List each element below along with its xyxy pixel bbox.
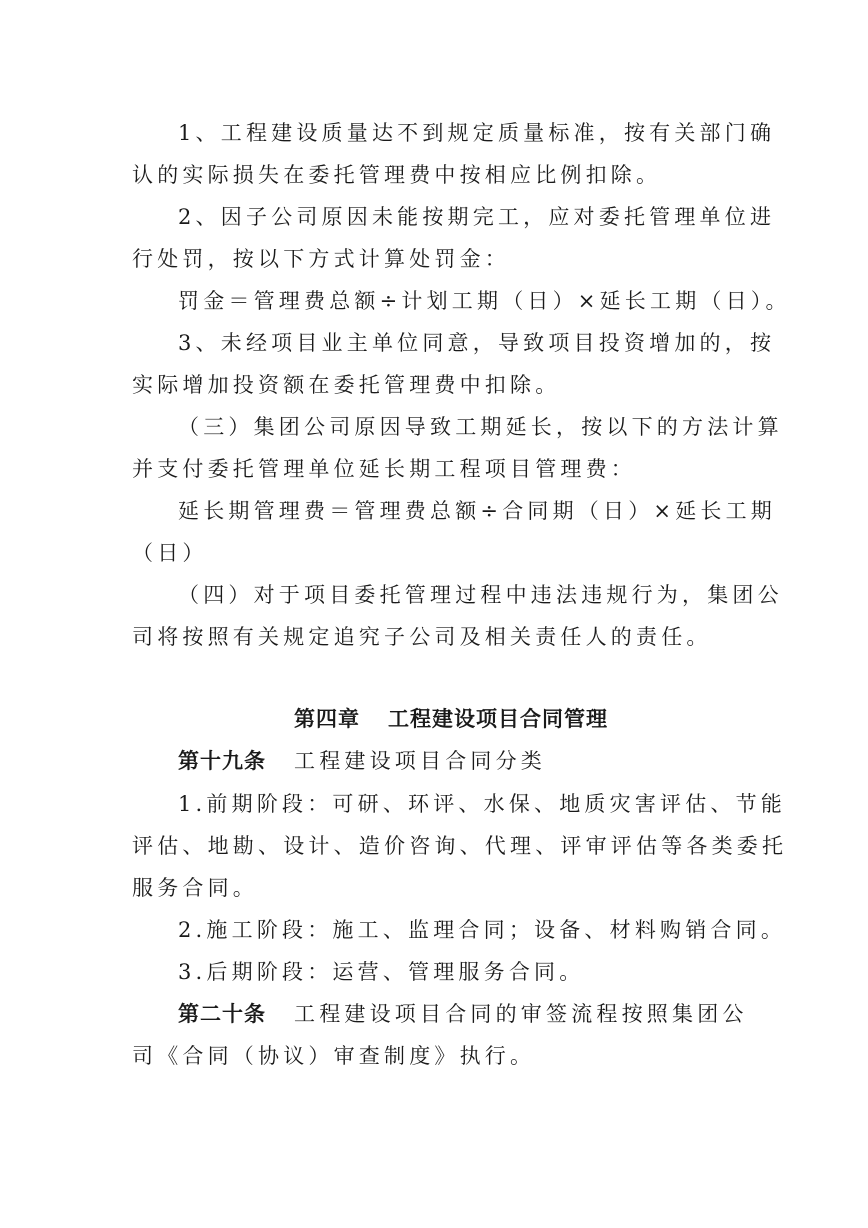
paragraph-2-line-1: 2、因子公司原因未能按期完工，应对委托管理单位进 xyxy=(178,205,776,229)
chapter-heading xyxy=(294,704,608,734)
article-20-line-2: 司《合同（协议）审查制度》执行。 xyxy=(132,1044,536,1068)
paragraph-1-line-1: 1、工程建设质量达不到规定质量标准，按有关部门确 xyxy=(178,121,776,145)
paragraph-5-line-1: （四）对于项目委托管理过程中违法违规行为，集团公 xyxy=(178,583,783,607)
formula-penalty: 罚金＝管理费总额÷计划工期（日）×延长工期（日）。 xyxy=(178,289,791,313)
paragraph-4-line-1: （三）集团公司原因导致工期延长，按以下的方法计算 xyxy=(178,415,783,439)
article-19-number: 第十九条 xyxy=(178,749,266,773)
paragraph-5-line-2: 司将按照有关规定追究子公司及相关责任人的责任。 xyxy=(132,625,712,649)
article-20-line-1 xyxy=(178,999,748,1029)
item-3: 3.后期阶段：运营、管理服务合同。 xyxy=(178,960,585,984)
paragraph-3-line-2: 实际增加投资额在委托管理费中扣除。 xyxy=(132,373,561,397)
paragraph-3-line-1: 3、未经项目业主单位同意，导致项目投资增加的，按 xyxy=(178,331,776,355)
article-19-heading xyxy=(178,746,546,776)
paragraph-1-line-2: 认的实际损失在委托管理费中按相应比例扣除。 xyxy=(132,163,662,187)
formula-extension-line-1: 延长期管理费＝管理费总额÷合同期（日）×延长工期 xyxy=(178,499,776,523)
paragraph-4-line-2: 并支付委托管理单位延长期工程项目管理费： xyxy=(132,457,636,481)
chapter-number: 第四章 xyxy=(294,707,360,731)
item-1-line-2: 评估、地勘、设计、造价咨询、代理、评审评估等各类委托 xyxy=(132,834,788,858)
article-20-number: 第二十条 xyxy=(178,1002,266,1026)
item-2: 2.施工阶段：施工、监理合同；设备、材料购销合同。 xyxy=(178,918,787,942)
paragraph-2-line-2: 行处罚，按以下方式计算处罚金： xyxy=(132,247,510,271)
item-1-line-1: 1.前期阶段：可研、环评、水保、地质灾害评估、节能 xyxy=(178,792,787,816)
chapter-title: 工程建设项目合同管理 xyxy=(388,707,608,731)
article-19-title: 工程建设项目合同分类 xyxy=(294,749,546,773)
formula-extension-line-2: （日） xyxy=(132,541,208,565)
item-1-line-3: 服务合同。 xyxy=(132,876,258,900)
article-20-text: 工程建设项目合同的审签流程按照集团公 xyxy=(294,1002,748,1026)
